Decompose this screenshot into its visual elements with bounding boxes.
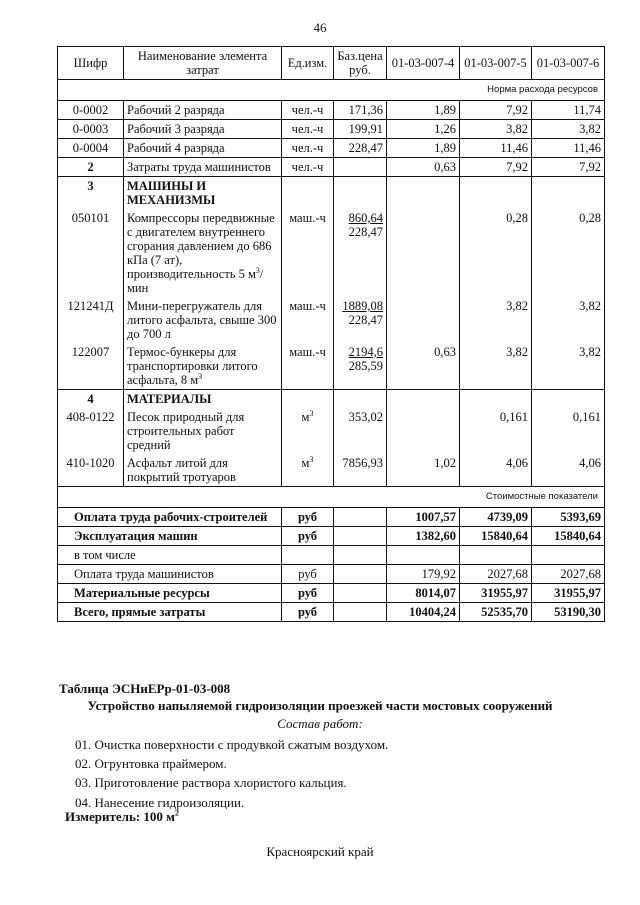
machinist-row xyxy=(58,158,605,177)
cell-price: 199,91 xyxy=(334,120,387,139)
price-bottom: 228,47 xyxy=(348,225,383,239)
cost-v3: 53190,30 xyxy=(532,603,605,622)
cost-unit: руб xyxy=(282,527,334,546)
cell-price: 7856,93 xyxy=(334,454,387,487)
cost-name: Оплата труда машинистов xyxy=(58,565,282,584)
price-bottom: 228,47 xyxy=(348,313,383,327)
table-row xyxy=(58,101,605,120)
cost-row xyxy=(58,584,605,603)
cell-v1: 1,26 xyxy=(387,120,460,139)
cell-code: 050101 xyxy=(58,209,124,297)
cell-unit: чел.-ч xyxy=(282,139,334,158)
cell-name-text: Компрессоры передвижные с двигателем внутреннего сгорания давлением до 686 кПа (7 ат), производительность 5 м xyxy=(127,211,275,281)
cell-name-sup: 3 xyxy=(198,371,203,381)
table-row xyxy=(58,454,605,487)
table-row xyxy=(58,120,605,139)
cost-v2: 52535,70 xyxy=(460,603,532,622)
table-row xyxy=(58,209,605,297)
cost-v1: 1382,60 xyxy=(387,527,460,546)
cost-v2: 15840,64 xyxy=(460,527,532,546)
cell-v2: 7,92 xyxy=(460,158,532,177)
cell-name: Рабочий 4 разряда xyxy=(124,139,282,158)
cost-v1: 179,92 xyxy=(387,565,460,584)
cell-v1: 1,89 xyxy=(387,101,460,120)
cost-unit: руб xyxy=(282,603,334,622)
table-row xyxy=(58,408,605,454)
cell-v1: 1,89 xyxy=(387,139,460,158)
cost-v2: 31955,97 xyxy=(460,584,532,603)
header-col1: 01-03-007-4 xyxy=(387,47,460,80)
cost-name: Оплата труда рабочих-строителей xyxy=(58,508,282,527)
cell-code: 410-1020 xyxy=(58,454,124,487)
table-header-row xyxy=(58,47,605,80)
table-subtitle: Устройство напыляемой гидроизоляции проезжей части мостовых сооружений xyxy=(87,698,553,713)
cost-v3: 31955,97 xyxy=(532,584,605,603)
cell-unit-base: м xyxy=(301,456,310,470)
cost-name: в том числе xyxy=(58,546,282,565)
footer-region: Красноярский край xyxy=(266,844,374,859)
cell-unit-sup: 3 xyxy=(309,408,314,418)
table-row xyxy=(58,139,605,158)
cost-row xyxy=(58,603,605,622)
cost-unit: руб xyxy=(282,584,334,603)
cell-name: Рабочий 3 разряда xyxy=(124,120,282,139)
cell-v3: 7,92 xyxy=(532,158,605,177)
measure-label: Измеритель: 100 м xyxy=(65,809,176,824)
cost-v1 xyxy=(387,546,460,565)
cost-row xyxy=(58,546,605,565)
cell-unit: маш.-ч xyxy=(282,343,334,390)
cell-v3: 3,82 xyxy=(532,343,605,390)
labor-rows xyxy=(58,101,605,158)
cell-unit xyxy=(282,408,334,454)
materials-section-row xyxy=(58,390,605,409)
cost-name: Всего, прямые затраты xyxy=(58,603,282,622)
measure-line xyxy=(65,809,179,825)
cell-code: 0-0004 xyxy=(58,139,124,158)
cell-unit: маш.-ч xyxy=(282,297,334,343)
resource-table xyxy=(57,46,605,622)
section-title: МАШИНЫ И МЕХАНИЗМЫ xyxy=(124,177,282,210)
cost-name: Эксплуатация машин xyxy=(58,527,282,546)
price-top: 860,64 xyxy=(348,211,383,225)
cost-v3: 2027,68 xyxy=(532,565,605,584)
cell-code: 0-0002 xyxy=(58,101,124,120)
cell-unit: маш.-ч xyxy=(282,209,334,297)
header-code: Шифр xyxy=(58,47,124,80)
cost-v1: 8014,07 xyxy=(387,584,460,603)
cost-empty xyxy=(334,584,387,603)
cost-row xyxy=(58,527,605,546)
table-row xyxy=(58,343,605,390)
cell-v1: 0,63 xyxy=(387,343,460,390)
cell-price: 228,47 xyxy=(334,139,387,158)
cell-price: 171,36 xyxy=(334,101,387,120)
works-list xyxy=(75,735,388,812)
cell-v1 xyxy=(387,209,460,297)
cell-name: Асфальт литой для покрытий тротуаров xyxy=(124,454,282,487)
cell-v3: 4,06 xyxy=(532,454,605,487)
cell-unit: чел.-ч xyxy=(282,120,334,139)
cost-v2 xyxy=(460,546,532,565)
cost-row xyxy=(58,508,605,527)
header-unit: Ед.изм. xyxy=(282,47,334,80)
cell-name: Песок природный для строительных работ средний xyxy=(124,408,282,454)
table-title: Таблица ЭСНиЕРр-01-03-008 xyxy=(59,681,231,696)
header-name: Наименование элемента затрат xyxy=(124,47,282,80)
cost-empty xyxy=(334,603,387,622)
cell-name: Рабочий 2 разряда xyxy=(124,101,282,120)
cost-label: Стоимостные показатели xyxy=(58,487,605,508)
cell-unit-base: м xyxy=(301,410,310,424)
section-code: 3 xyxy=(58,177,124,210)
measure-sup: 2 xyxy=(175,808,180,818)
cost-label-row xyxy=(58,487,605,508)
cost-v1: 10404,24 xyxy=(387,603,460,622)
table-row xyxy=(58,297,605,343)
cell-v1 xyxy=(387,297,460,343)
cell-name-tail: /мин xyxy=(127,267,264,295)
work-item: 03. Приготовление раствора хлористого кальция. xyxy=(75,775,347,791)
cell-price xyxy=(334,297,387,343)
cost-empty xyxy=(334,527,387,546)
composition-label: Состав работ: xyxy=(277,716,363,731)
section-code: 4 xyxy=(58,390,124,409)
cell-unit-sup: 3 xyxy=(309,454,314,464)
work-item: 02. Огрунтовка праймером. xyxy=(75,756,227,772)
cost-v3: 15840,64 xyxy=(532,527,605,546)
cell-name-text: Термос-бункеры для транспортировки литого асфальта, 8 м xyxy=(127,345,258,387)
page-number: 46 xyxy=(313,20,327,35)
cost-v1: 1007,57 xyxy=(387,508,460,527)
price-top: 2194,6 xyxy=(348,345,383,359)
cell-v2: 0,161 xyxy=(460,408,532,454)
header-price: Баз.цена руб. xyxy=(334,47,387,80)
cell-v2: 0,28 xyxy=(460,209,532,297)
norm-label: Норма расхода ресурсов xyxy=(58,80,605,101)
cost-empty xyxy=(334,546,387,565)
cell-v2: 7,92 xyxy=(460,101,532,120)
machine-rows xyxy=(58,209,605,390)
norm-label-row xyxy=(58,80,605,101)
cell-price xyxy=(334,343,387,390)
machines-section-row xyxy=(58,177,605,210)
cell-v2: 3,82 xyxy=(460,120,532,139)
cell-v2: 3,82 xyxy=(460,343,532,390)
cost-empty xyxy=(334,565,387,584)
cost-v2: 4739,09 xyxy=(460,508,532,527)
cell-code: 121241Д xyxy=(58,297,124,343)
cell-code: 408-0122 xyxy=(58,408,124,454)
work-item: 04. Нанесение гидроизоляции. xyxy=(75,794,245,810)
cell-price xyxy=(334,209,387,297)
cost-unit: руб xyxy=(282,565,334,584)
cell-v3: 3,82 xyxy=(532,297,605,343)
cell-code: 0-0003 xyxy=(58,120,124,139)
price-bottom: 285,59 xyxy=(348,359,383,373)
cost-row xyxy=(58,565,605,584)
price-top: 1889,08 xyxy=(342,299,383,313)
cost-v3 xyxy=(532,546,605,565)
cell-v1: 1,02 xyxy=(387,454,460,487)
cell-name-sup: 3 xyxy=(255,265,260,275)
cell-v2: 11,46 xyxy=(460,139,532,158)
header-col2: 01-03-007-5 xyxy=(460,47,532,80)
cell-code: 122007 xyxy=(58,343,124,390)
material-rows xyxy=(58,408,605,487)
cell-name-text: Мини-перегружатель для литого асфальта, свыше 300 до 700 л xyxy=(127,299,277,341)
cell-unit xyxy=(282,454,334,487)
cell-v2: 3,82 xyxy=(460,297,532,343)
cost-empty xyxy=(334,508,387,527)
cell-name xyxy=(124,209,282,297)
cell-name xyxy=(124,297,282,343)
cell-v3: 3,82 xyxy=(532,120,605,139)
cost-unit: руб xyxy=(282,508,334,527)
cell-name: Затраты труда машинистов xyxy=(124,158,282,177)
cost-rows xyxy=(58,508,605,622)
cell-v3: 0,161 xyxy=(532,408,605,454)
header-col3: 01-03-007-6 xyxy=(532,47,605,80)
cost-name: Материальные ресурсы xyxy=(58,584,282,603)
cell-v3: 0,28 xyxy=(532,209,605,297)
cell-v3: 11,46 xyxy=(532,139,605,158)
cost-v3: 5393,69 xyxy=(532,508,605,527)
cell-price xyxy=(334,158,387,177)
cell-v1 xyxy=(387,408,460,454)
cell-name xyxy=(124,343,282,390)
cell-v1: 0,63 xyxy=(387,158,460,177)
cost-unit xyxy=(282,546,334,565)
section-title: МАТЕРИАЛЫ xyxy=(124,390,282,409)
cell-v2: 4,06 xyxy=(460,454,532,487)
cost-v2: 2027,68 xyxy=(460,565,532,584)
work-item: 01. Очистка поверхности с продувкой сжатым воздухом. xyxy=(75,737,389,752)
cell-v3: 11,74 xyxy=(532,101,605,120)
cell-price: 353,02 xyxy=(334,408,387,454)
cell-code: 2 xyxy=(58,158,124,177)
cell-unit: чел.-ч xyxy=(282,101,334,120)
cell-unit: чел.-ч xyxy=(282,158,334,177)
